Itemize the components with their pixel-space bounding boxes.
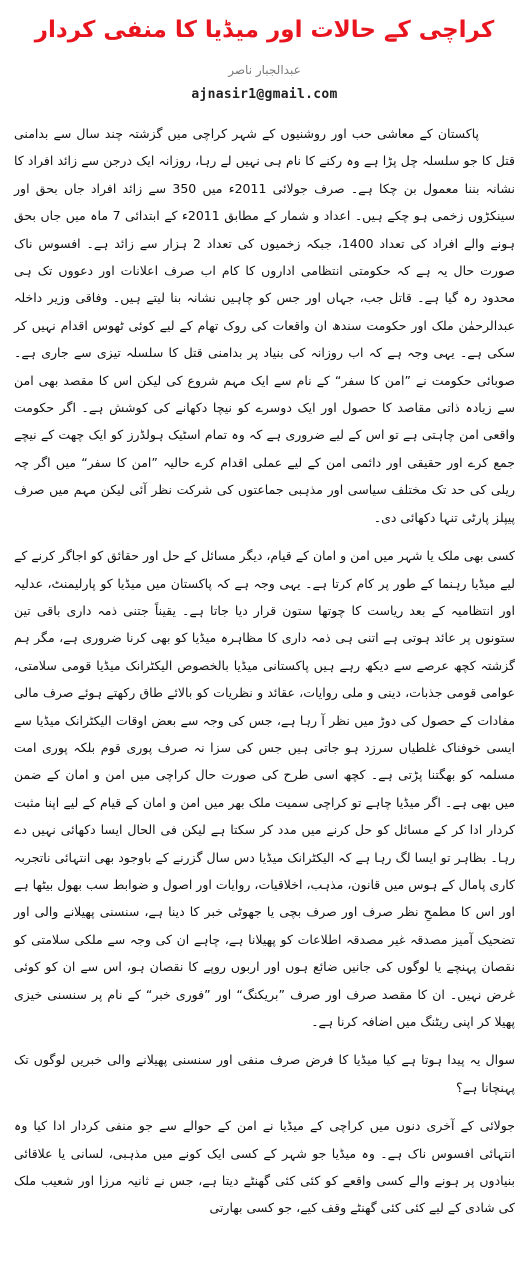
article-page [0, 14, 529, 1272]
author-name: عبدالجبار ناصر [228, 63, 301, 77]
article-paragraph: کسی بھی ملک یا شہر میں امن و امان کے قیام، دیگر مسائل کے حل اور حقائق کو اجاگر کرنے کے لیے میڈیا رہنما کے طور پر کام کرتا ہے۔ یہی وجہ ہے کہ پاکستان میں میڈیا کو پارلیمنٹ، عدلیہ اور انتظامیہ کے بعد ریاست کا چوتھا ستون قرار دیا جاتا ہے۔ یقیناً جتنی ذمہ داری باقی تین ستونوں پر عائد ہوتی ہے اتنی ہی ذمہ داری کا مظاہرہ میڈیا کو بھی کرنا ضروری ہے، مگر ہم گزشتہ کچھ عرصے سے دیکھ رہے ہیں پاکستانی میڈیا بالخصوص الیکٹرانک میڈیا قومی سلامتی، عوامی قومی جذبات، دینی و ملی روایات، عقائد و نظریات کو بالائے طاق رکھتے ہوئے صرف مالی مفادات کے حصول کی دوڑ میں نظر آ رہا ہے، جس کی وجہ سے بعض اوقات الیکٹرانک میڈیا سے ایسی خوفناک غلطیاں سرزد ہو جاتی ہیں جس کی سزا نہ صرف پوری قوم بلکہ پوری امت مسلمہ کو بھگتنا پڑتی ہے۔ کچھ اسی طرح کی صورت حال کراچی میں امن و امان کے ضمن میں بھی ہے۔ اگر میڈیا چاہے تو کراچی سمیت ملک بھر میں امن و امان کے قیام کے لیے اپنا مثبت کردار ادا کر کے مسائل کو حل کرنے میں مدد کر سکتا ہے لیکن فی الحال ایسا دکھائی نہیں دے رہا۔ بظاہر تو ایسا لگ رہا ہے کہ الیکٹرانک میڈیا دس سال گزرنے کے باوجود بھی انتہائی ناتجربہ کاری پامال کے ہوس میں قانون، مذہب، اخلاقیات، روایات اور اصول و ضوابط سب بھول بیٹھا ہے اور اس کا مطمحِ نظر صرف اور صرف بچی یا جھوٹی خبر کا دینا ہے، سنسنی پھیلانے والی اور تضحیک آمیز مصدقہ غیر مصدقہ اطلاعات کو پھیلانا ہے، چاہے ان کی وجہ سے ملکی سلامتی کو نقصان پہنچے یا لوگوں کی جانیں ضائع ہوں اور اربوں روپے کا نقصان ہو، اس سے ان کو کوئی غرض نہیں۔ ان کا مقصد صرف اور صرف ”بریکنگ“ اور ”فوری خبر“ کے نام پر سنسنی خیزی پھیلا کر اپنی ریٹنگ میں اضافہ کرنا ہے۔ [14, 548, 515, 1029]
article-body [14, 120, 515, 1222]
article-paragraph: پاکستان کے معاشی حب اور روشنیوں کے شہر کراچی میں گزشتہ چند سال سے بدامنی قتل کا جو سلسلہ چل پڑا ہے وہ رکنے کا نام ہی نہیں لے رہا، روزانہ ایک درجن سے زائد افراد کا نشانہ بننا معمول بن چکا ہے۔ صرف جولائی 2011ء میں 350 سے زائد افراد جاں بحق اور سینکڑوں زخمی ہو چکے ہیں۔ اعداد و شمار کے مطابق 2011ء کے ابتدائی 7 ماہ میں جاں بحق ہونے والے افراد کی تعداد 1400، جبکہ زخمیوں کی تعداد 2 ہزار سے زائد ہے۔ افسوس ناک صورت حال یہ ہے کہ حکومتی انتظامی اداروں کا کام اب صرف اعلانات اور دعووں تک ہی محدود رہ گیا ہے۔ قاتل جب، جہاں اور جس کو چاہیں نشانہ بنا لیتے ہیں۔ وفاقی وزیر داخلہ عبدالرحمٰن ملک اور حکومت سندھ ان واقعات کی روک تھام کے لیے کوئی ٹھوس اقدام نہیں کر سکی ہے۔ یہی وجہ ہے کہ اب روزانہ کی بنیاد پر بدامنی قتل کا سلسلہ تیزی سے جاری ہے۔ صوبائی حکومت نے ”امن کا سفر“ کے نام سے ایک مہم شروع کی لیکن اس کا مقصد بھی امن سے زیادہ ذاتی مقاصد کا حصول اور ایک دوسرے کو نیچا دکھانے کی کوشش ہے۔ اگر حکومت واقعی امن چاہتی ہے تو اس کے لیے ضروری ہے کہ وہ تمام اسٹیک ہولڈرز کو ایک چھت کے نیچے جمع کرے اور حقیقی اور دائمی امن کے لیے عملی اقدام کرے حالیہ ”امن کا سفر“ میں اگر چہ ریلی کی حد تک مختلف سیاسی اور مذہبی جماعتوں کی شرکت نظر آئی لیکن مہم میں صرف پیپلز پارٹی تنہا دکھائی دی۔ [14, 126, 515, 525]
article-title: کراچی کے حالات اور میڈیا کا منفی کردار [34, 17, 495, 43]
article-paragraph: سوال یہ پیدا ہوتا ہے کیا میڈیا کا فرض صرف منفی اور سنسنی پھیلانے والی خبریں لوگوں تک پہنچانا ہے؟ [14, 1052, 515, 1095]
article-paragraph: جولائی کے آخری دنوں میں کراچی کے میڈیا نے امن کے حوالے سے جو منفی کردار ادا کیا وہ انتہائی افسوس ناک ہے۔ وہ میڈیا جو شہر کے کسی ایک کونے میں مذہبی، لسانی یا علاقائی بنیادوں پر ہونے والے کسی واقعے کو کئی کئی گھنٹے دیتا ہے، جس نے ثانیہ مرزا اور شعیب ملک کی شادی کے لیے کئی کئی گھنٹے وقف کیے، جو کسی بھارتی [14, 1118, 515, 1216]
author-email: ajnasir1@gmail.com [191, 87, 338, 102]
